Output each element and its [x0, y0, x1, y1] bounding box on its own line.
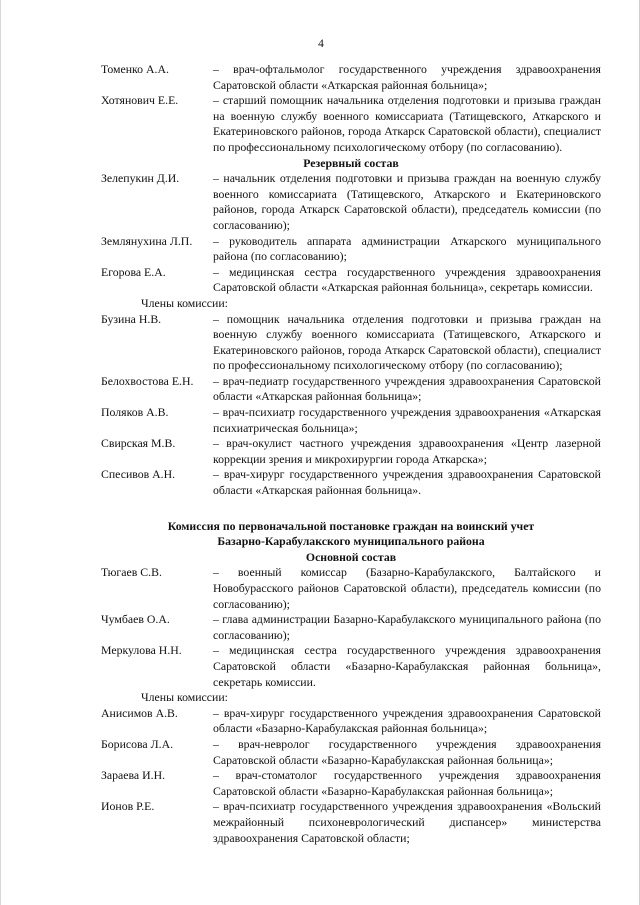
person-name: Егорова Е.А.: [101, 264, 166, 279]
person-role: – старший помощник начальника отделения подготовки и призыва граждан на военную службу военного комиссариата (Татищевского, Аткарского и Екатериновского районов, города Аткарск Саратовской области), специалист по профессиональному психологическому отбору (по согласованию).: [213, 93, 601, 154]
members-label: Члены комиссии:: [141, 295, 228, 310]
person-role: – врач-окулист частного учреждения здравоохранения «Центр лазерной коррекции зрения и микрохирургии города Аткарска»;: [213, 436, 601, 466]
person-role: – врач-невролог государственного учреждения здравоохранения Саратовской области «Базарно-Карабулакская районная больница»;: [213, 736, 601, 767]
person-role: – начальник отделения подготовки и призыва граждан на военную службу военного комиссариата (Татищевского, Аткарского и Екатериновского районов, города Аткарск Саратовской области), председатель комиссии (по согласованию);: [213, 171, 601, 232]
list-item: [101, 234, 601, 265]
list-item: [101, 706, 601, 737]
person-name: Чумбаев О.А.: [101, 612, 170, 627]
person-name: Землянухина Л.П.: [101, 233, 193, 248]
list-item: [101, 799, 601, 846]
person-name: Зараева И.Н.: [101, 768, 166, 783]
list-item: [101, 768, 601, 799]
page-number: 4: [318, 38, 324, 50]
list-item: [101, 374, 601, 405]
person-role: – врач-психиатр государственного учреждения здравоохранения «Вольский межрайонный психоневрологический диспансер» министерства здравоохранения Саратовской области;: [213, 799, 601, 845]
person-role: – помощник начальника отделения подготовки и призыва граждан на военную службу военного комиссариата (Татищевского, Аткарского и Екатериновского районов, города Аткарск Саратовской области), специалист по профессиональному психологическому отбору (по согласованию);: [213, 311, 601, 373]
person-name: Борисова Л.А.: [101, 736, 174, 751]
person-name: Хотянович Е.Е.: [101, 93, 179, 108]
person-role: – врач-педиатр государственного учреждения здравоохранения Саратовской области «Аткарская районная больница»;: [213, 373, 601, 404]
person-name: Анисимов А.В.: [101, 705, 178, 720]
reserve-heading: Резервный состав: [303, 155, 399, 170]
commission-title: [101, 519, 601, 566]
list-item: [101, 312, 601, 374]
person-role: – руководитель аппарата администрации Аткарского муниципального района (по согласованию);: [213, 233, 601, 264]
person-name: Бузина Н.В.: [101, 311, 162, 326]
list-item: [101, 643, 601, 690]
person-name: Зелепукин Д.И.: [101, 171, 180, 186]
list-item: [101, 93, 601, 155]
person-role: – врач-стоматолог государственного учреждения здравоохранения Саратовской области «Базарно-Карабулакская районная больница»;: [213, 768, 601, 798]
person-name: Томенко А.А.: [101, 62, 169, 76]
person-role: – глава администрации Базарно-Карабулакского муниципального района (по согласованию);: [213, 612, 601, 642]
commission-title-line: Базарно-Карабулакского муниципального района: [217, 534, 485, 549]
document-content: [101, 62, 601, 846]
list-item: [101, 436, 601, 467]
list-item: [101, 612, 601, 643]
list-item: [101, 737, 601, 768]
list-item: [101, 467, 601, 498]
person-role: – врач-хирург государственного учреждения здравоохранения Саратовской области «Базарно-Карабулакская районная больница»;: [213, 705, 601, 736]
main-heading: Основной состав: [305, 549, 397, 564]
list-item: [101, 565, 601, 612]
person-role: – военный комиссар (Базарно-Карабулакского, Балтайского и Новобурасского районов Саратовской области), председатель комиссии (по согласованию);: [213, 565, 601, 611]
list-item: [101, 171, 601, 233]
person-name: Поляков А.В.: [101, 405, 169, 420]
list-item: [101, 265, 601, 296]
person-name: Белохвостова Е.Н.: [101, 373, 194, 388]
person-role: – медицинская сестра государственного учреждения здравоохранения Саратовской области «Базарно-Карабулакская районная больница», секретарь комиссии.: [213, 643, 601, 689]
person-name: Ионов Р.Е.: [101, 799, 155, 814]
person-role: – медицинская сестра государственного учреждения здравоохранения Саратовской области «Аткарская районная больница», секретарь комиссии.: [213, 264, 601, 295]
list-item: [101, 62, 601, 93]
commission-title-line: Комиссия по первоначальной постановке граждан на воинский учет: [167, 518, 535, 533]
members-label: Члены комиссии:: [141, 690, 228, 705]
person-name: Меркулова Н.Н.: [101, 643, 182, 658]
person-name: Тюгаев С.В.: [101, 565, 162, 580]
person-name: Свирская М.В.: [101, 436, 176, 451]
person-role: – врач-психиатр государственного учреждения здравоохранения «Аткарская психиатрическая больница»;: [213, 405, 601, 435]
person-role: – врач-хирург государственного учреждения здравоохранения Саратовской области «Аткарская районная больница».: [213, 467, 601, 498]
person-name: Спесивов А.Н.: [101, 467, 176, 482]
person-role: – врач-офтальмолог государственного учреждения здравоохранения Саратовской области «Аткарская районная больница»;: [213, 62, 601, 92]
list-item: [101, 405, 601, 436]
